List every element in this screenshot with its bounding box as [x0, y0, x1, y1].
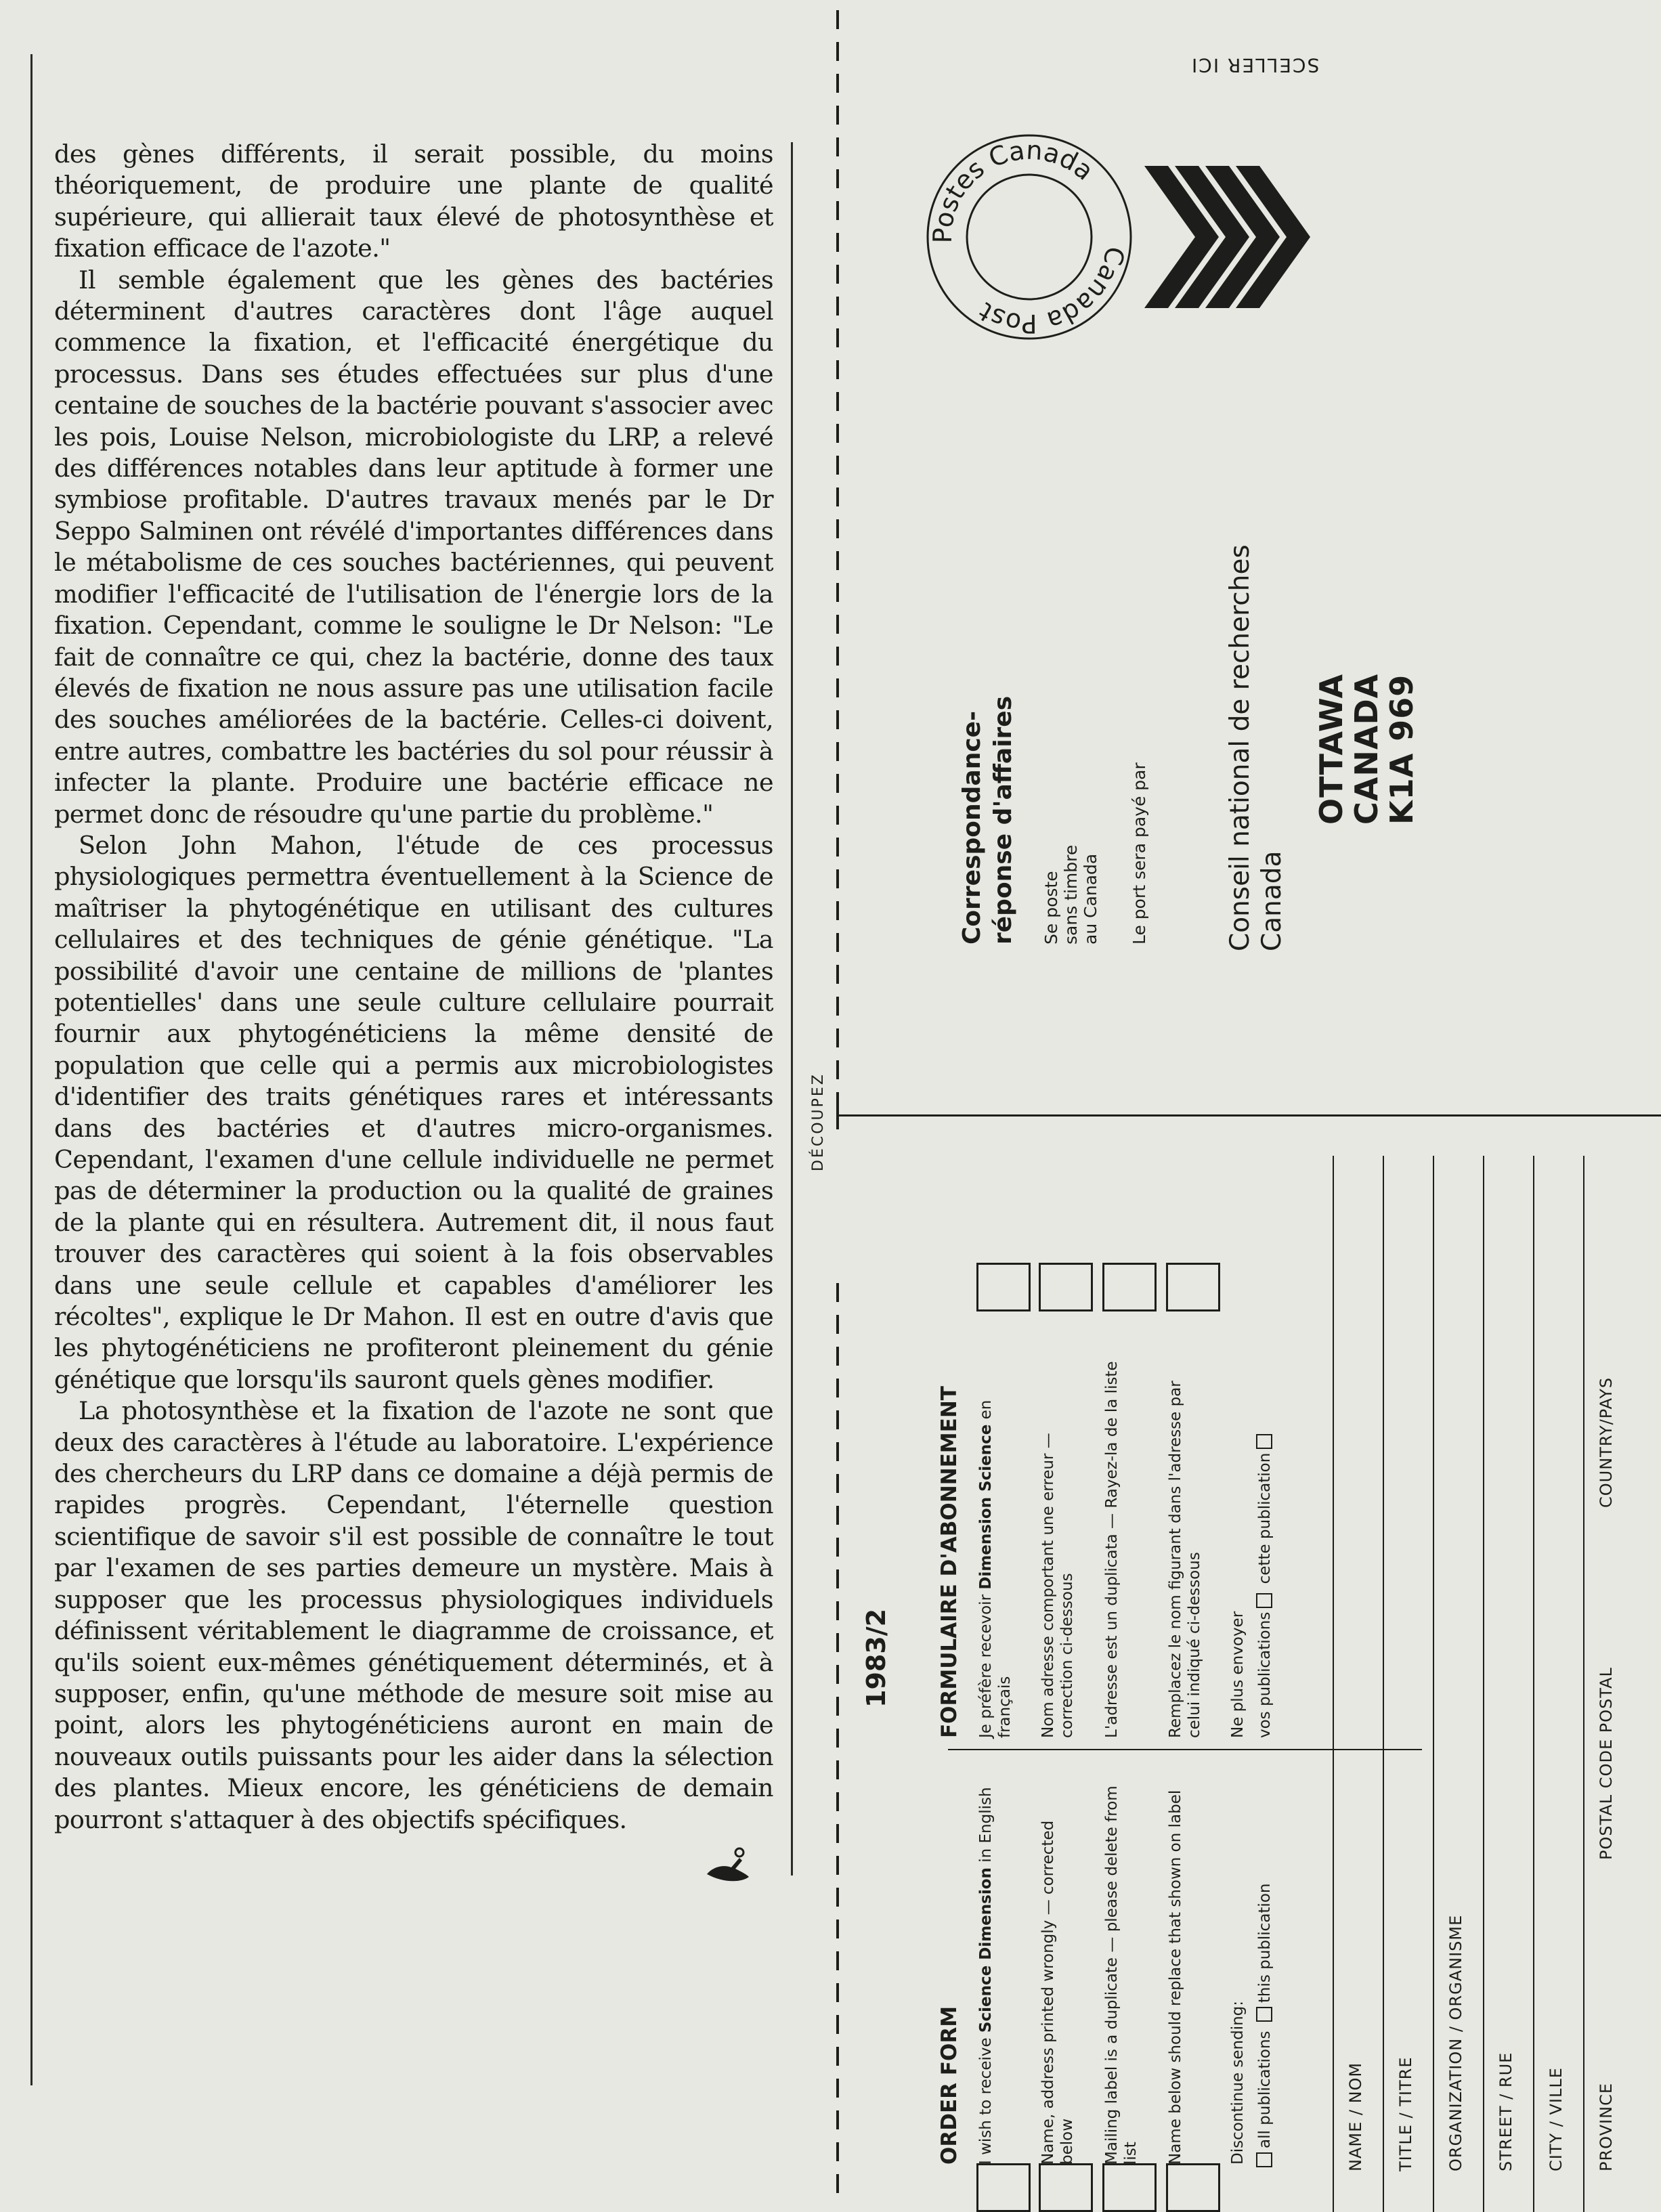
cut-dash [836, 1060, 839, 1079]
option-label: L'adresse est un duplicata — Rayez-la de la liste [1103, 1361, 1121, 1738]
cut-dash [836, 1856, 839, 1875]
cut-dash [836, 2079, 839, 2098]
cut-dash [836, 1283, 839, 1302]
canada-post-indicia [911, 118, 1331, 349]
cut-dash [836, 1410, 839, 1429]
cut-dash [836, 1697, 839, 1716]
cut-dash [836, 360, 839, 379]
cut-dash [836, 487, 839, 506]
cut-dash [836, 1538, 839, 1557]
option-checkbox-address-wrong-fr[interactable] [1039, 1263, 1093, 1311]
cut-dash [836, 806, 839, 825]
cut-dash [836, 2174, 839, 2193]
option-checkbox-duplicate-fr[interactable] [1102, 1263, 1157, 1311]
cut-dash [836, 1729, 839, 1748]
cut-dash [836, 869, 839, 888]
article-paragraph: Selon John Mahon, l'étude de ces processus physiologiques permettra éventuellement à la Science de maîtriser la phytogénétique en utilisant des cultures cellulaires et des techniques de génie génétique. "La possibilité d'avoir une centaine de millions de 'plantes potentielles' dans une seule culture cellulaire pourrait fournir aux phytogénéticiens la même densité de population que celle qui a permis aux microbiologistes d'identifier des traits génétiques rares et intéressants dans des bactéries et d'autres micro-organismes. Cependant, l'examen d'une cellule individuelle ne permet pas de déterminer la production ou la qualité de graines de la plante qui en résultera. Autrement dit, il nous faut trouver des caractères qui soient à la fois observables dans une seule cellule et capables d'améliorer les récoltes", explique le Dr Mahon. Il est en outre d'avis que les phytogénéticiens ne profiteront pleinement du génie génétique que lorsqu'ils sauront quels gènes modifier. [54, 830, 773, 1394]
cut-dash [836, 74, 839, 93]
cut-dash [836, 297, 839, 316]
cut-dash [836, 1506, 839, 1525]
cut-dash [836, 774, 839, 793]
cut-dash [836, 2110, 839, 2129]
discontinue-options-en: all publications this publication [1255, 1792, 1275, 2171]
cut-dash [836, 1951, 839, 1970]
cut-dash [836, 710, 839, 729]
cut-dash [836, 201, 839, 220]
cut-dash [836, 519, 839, 538]
discontinue-label-fr: Ne plus envoyer [1229, 1611, 1247, 1738]
seal-here-label: SCELLER ICI [1190, 54, 1320, 77]
cut-dash [836, 1792, 839, 1811]
option-label: Name below should replace that shown on label [1167, 1790, 1184, 2165]
cut-dash [836, 678, 839, 697]
option-french-label: Je préfère recevoir Dimension Science en français [977, 1400, 1014, 1738]
title-field[interactable] [1383, 1156, 1384, 2212]
name-field-label: NAME / NOM [1346, 2062, 1365, 2171]
cut-dash [836, 137, 839, 156]
cut-dash [836, 1983, 839, 2002]
option-checkbox-replace-name-fr[interactable] [1166, 1263, 1220, 1311]
cut-dash [836, 583, 839, 602]
end-of-article-icon [704, 1847, 752, 1885]
cut-dash [836, 1315, 839, 1334]
option-checkbox-english[interactable] [976, 2163, 1031, 2212]
title-field-label: TITLE / TITRE [1396, 2056, 1415, 2171]
cut-dash [836, 551, 839, 570]
cut-dash [836, 1665, 839, 1684]
no-postage-note: Se poste sans timbre au Canada [1041, 844, 1100, 945]
street-field[interactable] [1483, 1156, 1484, 2212]
discontinue-all-fr-checkbox[interactable] [1256, 1593, 1272, 1608]
article-paragraph: Il semble également que les gènes des bactéries déterminent d'autres caractères dont l'âge auquel commence la fixation, et l'efficacité énergétique du processus. Dans ses études effectuées sur plus d'une centaine de souches de la bactérie pouvant s'associer avec les pois, Louise Nelson, microbiologiste du LRP, a relevé des différences notables dans leur aptitude à former une symbiose profitable. D'autres travaux menés par le Dr Seppo Salminen ont révélé d'importantes différences dans le métabolisme de ces souches bactériennes, qui peuvent modifier l'efficacité de l'utilisation de l'énergie lors de la fixation. Cependant, comme le souligne le Dr Nelson: "Le fait de connaître ce qui, chez la bactérie, donne des taux élevés de fixation ne nous assure pas une utilisation facile des souches améliorées de la bactérie. Celles-ci doivent, entre autres, combattre les bactéries du sol pour réussir à infecter la plante. Produire une bactérie efficace ne permet donc de résoudre qu'une partie du problème." [54, 265, 773, 829]
option-checkbox-replace-name[interactable] [1166, 2163, 1220, 2212]
option-checkbox-address-wrong[interactable] [1039, 2163, 1093, 2212]
cut-dash [836, 1442, 839, 1461]
cut-dash [836, 1028, 839, 1047]
cut-dash [836, 615, 839, 634]
cut-dash [836, 2015, 839, 2034]
cut-dash [836, 392, 839, 411]
cut-dash [836, 233, 839, 252]
discontinue-this-fr-checkbox[interactable] [1256, 1434, 1272, 1449]
svg-text:Postes Canada [911, 118, 1104, 255]
country-field-label: COUNTRY/PAYS [1597, 1376, 1616, 1508]
business-reply-title: Correspondance- réponse d'affaires [958, 695, 1017, 945]
article-paragraph: des gènes différents, il serait possible, du moins théoriquement, de produire une plante de qualité supérieure, qui allierait taux élevé de photosynthèse et fixation efficace de l'azote." [54, 139, 773, 263]
option-checkbox-french[interactable] [976, 1263, 1031, 1311]
cut-dash [836, 1347, 839, 1366]
cut-dash [836, 424, 839, 443]
cut-line-horizontal [838, 1114, 1661, 1116]
option-label: Nom adresse comportant une erreur — correction ci-dessous [1039, 1433, 1076, 1738]
option-label: Name, address printed wrongly — corrected below [1039, 1820, 1076, 2165]
indicia-text-top: Postes Canada [927, 135, 1100, 244]
cut-dash [836, 1920, 839, 1938]
discontinue-all-checkbox[interactable] [1256, 2152, 1272, 2167]
discontinue-options-fr: vos publications cette publication [1255, 1359, 1275, 1738]
cut-dash [836, 2047, 839, 2066]
cut-dash [836, 838, 839, 856]
cut-dash [836, 169, 839, 188]
option-checkbox-duplicate[interactable] [1102, 2163, 1157, 2212]
article-body [54, 139, 773, 1836]
cut-dash [836, 106, 839, 125]
organization-field-label: ORGANIZATION / ORGANISME [1446, 1914, 1465, 2171]
option-label: Mailing label is a duplicate — please delete from list [1103, 1785, 1140, 2165]
cut-dash [836, 328, 839, 347]
cut-dash [836, 1760, 839, 1779]
article-paragraph: La photosynthèse et la fixation de l'azote ne sont que deux des caractères à l'étude au laboratoire. L'expérience des chercheurs du LRP dans ce domaine a déjà permis de rapides progrès. Cependant, l'éternelle question scientifique de savoir s'il est possible de connaître le tout par l'examen de ses parties demeure un mystère. Mais à supposer que les processus physiologiques individuels définissent véritablement le diagramme de croissance, et qu'ils soient eux-mêmes génétiquement déterminés, et à supposer, enfin, qu'une méthode de mesure soit mise au point, alors les phytogénéticiens auront en main de nouveaux outils puissants pour les aider dans la sélection des plantes. Mieux encore, les généticiens de demain pourront s'attaquer à des objectifs spécifiques. [54, 1396, 773, 1834]
cut-dash [836, 1888, 839, 1907]
cut-dash [836, 1824, 839, 1843]
address-city-block: OTTAWA CANADA K1A 969 [1313, 673, 1420, 825]
city-field[interactable] [1533, 1156, 1534, 2212]
cut-dash [836, 42, 839, 61]
cut-label: DÉCOUPEZ [810, 1072, 827, 1171]
cut-dash [836, 1601, 839, 1620]
order-form-title-fr: FORMULAIRE D'ABONNEMENT [937, 1386, 962, 1738]
cut-dash [836, 10, 839, 29]
name-field[interactable] [1333, 1156, 1334, 2212]
cut-dash [836, 456, 839, 475]
issue-number: 1983/2 [861, 1608, 891, 1708]
cut-dash [836, 265, 839, 284]
organization-field[interactable] [1433, 1156, 1434, 2212]
cut-dash [836, 965, 839, 984]
cut-dash [836, 997, 839, 1016]
cut-dash [836, 647, 839, 666]
discontinue-label-en: Discontinue sending: [1229, 2000, 1247, 2165]
chevron-icon [1144, 166, 1310, 308]
province-field-label: PROVINCE [1597, 2083, 1616, 2171]
addressee: Conseil national de recherches Canada [1225, 544, 1287, 951]
cut-dash [836, 742, 839, 761]
order-form [860, 1156, 1652, 2212]
cut-dash [836, 1379, 839, 1397]
street-field-label: STREET / RUE [1496, 2052, 1515, 2171]
province-postal-country-field[interactable] [1583, 1156, 1584, 2212]
left-border-line [30, 54, 33, 2085]
cut-dash [836, 1569, 839, 1588]
order-form-title-en: ORDER FORM [937, 2005, 962, 2165]
cut-line-corner [836, 1102, 839, 1129]
form-divider [948, 1749, 1422, 1750]
postal-code-field-label: POSTAL CODE POSTAL [1597, 1667, 1616, 1860]
cut-dash [836, 901, 839, 920]
cut-dash [836, 933, 839, 952]
cut-dash [836, 2142, 839, 2161]
discontinue-this-checkbox[interactable] [1256, 2007, 1272, 2022]
indicia-text-bottom: Canada Post [974, 244, 1131, 339]
option-english-label: I wish to receive Science Dimension in English [977, 1787, 995, 2165]
cut-dash [836, 1474, 839, 1493]
city-field-label: CITY / VILLE [1547, 2067, 1566, 2171]
postage-paid-note: Le port sera payé par [1129, 762, 1149, 945]
option-label: Remplacez le nom figurant dans l'adresse par celui indiqué ci-dessous [1167, 1381, 1203, 1738]
cut-dash [836, 1633, 839, 1652]
article-column-rule [791, 142, 793, 1875]
